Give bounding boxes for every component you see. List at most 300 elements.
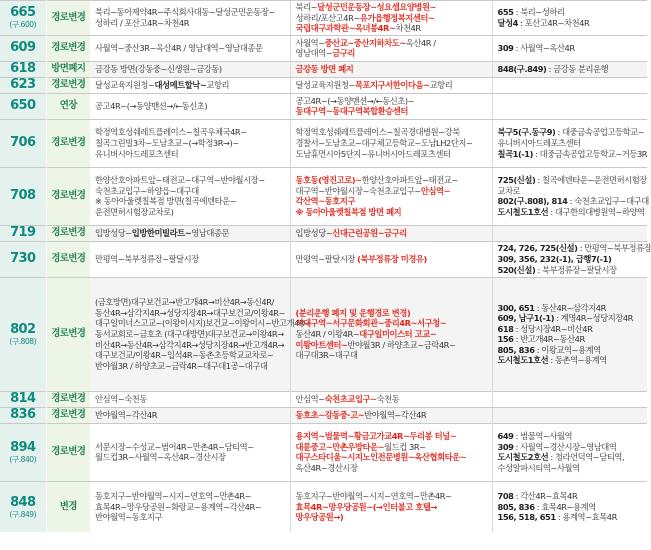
new-line: [296, 2, 489, 13]
new-text: 차천4R: [395, 23, 421, 34]
tr-line: [498, 355, 645, 366]
tr-line: [498, 452, 645, 463]
old-text: 대구일미너스고교~(이왕이시지)보건교~이왕이시~반고개4R~: [95, 318, 311, 329]
old-text: 입방성당~: [95, 227, 132, 238]
tr-text: 724, 726, 725(신설): [497, 243, 578, 254]
old-line: [95, 308, 287, 319]
route-number-cell: [0, 225, 46, 241]
old-text: 영남대종문: [191, 227, 230, 238]
new-text: 만평역~팔달시장: [295, 253, 358, 264]
old-text: 달성교육지원청~: [95, 79, 155, 90]
tr-text: 655: [497, 7, 514, 18]
old-line: [95, 350, 287, 361]
new-text: 대륜중고~만촌우방타운~: [295, 441, 385, 452]
changed-route: [290, 93, 492, 119]
new-text: 대구일미이스터 고교~: [359, 328, 437, 339]
old-text: 금강동 방면(강동중~신생원~금강동): [95, 63, 222, 74]
new-text: 교항리: [429, 79, 453, 90]
table-row: [0, 407, 647, 423]
alternative-routes: [492, 241, 651, 277]
current-route: [90, 407, 290, 423]
table-row: [0, 481, 647, 532]
table-body: [0, 1, 651, 533]
tr-text: : 성당시장4R~비산4R: [513, 323, 593, 334]
changed-route: [290, 391, 492, 407]
route-number-cell: [0, 407, 46, 423]
changed-route: [290, 481, 492, 532]
tr-text: : 대구한의대병원역~하양역: [548, 206, 645, 217]
tr-text: 649: [497, 431, 514, 442]
route-number: 618: [10, 61, 36, 77]
changed-route: [290, 225, 492, 241]
old-text: 동호지구~반야월역~시지~연호역~만촌4R~: [95, 491, 252, 502]
change-type: 경로변경: [46, 241, 90, 277]
old-line: [95, 512, 287, 523]
route-number-cell: [0, 241, 46, 277]
new-text: 옥산4R /: [405, 37, 436, 48]
table-row: [0, 241, 647, 277]
new-line: [296, 442, 489, 453]
alternative-routes: [492, 35, 647, 61]
alternative-routes: [492, 119, 647, 167]
new-text: 동산4R / 이왕4R~: [295, 328, 360, 339]
old-route-number: (구.600): [9, 20, 37, 30]
tr-line: [497, 196, 649, 207]
old-text: 안심역~숙천동: [95, 393, 147, 404]
old-text: 월드컵3R~사월역~옥산4R~경산시장: [95, 452, 226, 463]
table-row: [0, 1, 647, 36]
new-text: 목포지구서한이다음~: [354, 79, 430, 90]
table-row: [0, 35, 647, 61]
new-line: [296, 80, 489, 91]
new-line: [296, 512, 489, 523]
new-text: 월드컵 3R~: [384, 441, 426, 452]
new-text: 유가읍행정복지센터~: [359, 12, 435, 23]
new-line: [296, 410, 489, 421]
old-text: 효목4R~망우당공원~화랑교~용계역~각산4R~: [95, 501, 262, 512]
route-number-cell: [0, 61, 46, 77]
tr-line: [498, 431, 645, 442]
tr-text: 유니버시아드레포츠센터: [497, 137, 581, 148]
old-line: [95, 186, 287, 197]
new-line: [296, 149, 489, 160]
tr-text: 156: [497, 334, 514, 345]
tr-text: 805, 836: [497, 344, 535, 355]
new-text: 국립대구과학관~옥녀봉4R~: [295, 23, 396, 34]
new-text: 망우당공원→): [295, 512, 344, 523]
new-text: 용지역~범물역~황금고가교4R~두리봉 터널~: [295, 431, 457, 442]
new-text: 사월역~: [295, 37, 325, 48]
old-text: 한양산호아파트앞~태전교~대구역~반야월시장~: [95, 175, 265, 186]
tr-line: [497, 243, 651, 254]
alternative-routes: [492, 167, 647, 225]
new-text: 중산교~중산지하차도~: [324, 37, 406, 48]
tr-text: : 만평역~북부정류장: [577, 243, 651, 254]
tr-text: 도시철도2호선: [497, 452, 549, 463]
route-number-cell: [0, 119, 46, 167]
tr-text: : 북리~성하리: [513, 7, 565, 18]
new-text: 숙천초교입구~: [324, 393, 377, 404]
old-line: [95, 394, 287, 405]
new-line: [296, 196, 489, 207]
table-row: [0, 423, 647, 481]
tr-text: 609, 남구1(-1): [497, 313, 555, 324]
old-line: [95, 502, 287, 513]
old-line: [95, 138, 287, 149]
new-text: 동호지구~반야월역~시지~연호역~만촌4R~: [295, 491, 452, 502]
new-text: 달성군민운동장~성요셉요양병원~: [317, 2, 437, 12]
tr-text: : 포산고4R~차천4R: [517, 17, 590, 28]
new-text: 대구대3R~대구대: [295, 350, 358, 361]
tr-text: 교차로: [497, 185, 521, 196]
old-text: 공고4R~(→동양맨션→/←동신초): [95, 100, 208, 111]
old-text: 만평역~북부정류장~팔달시장: [95, 253, 199, 264]
new-line: [296, 207, 489, 218]
tr-text: 805, 836: [497, 501, 535, 512]
tr-line: [498, 324, 645, 335]
old-text: 숙천초교입구~하양읍~대구대: [95, 185, 199, 196]
alternative-routes: [492, 481, 647, 532]
change-type: 변경: [46, 481, 90, 532]
new-line: [296, 254, 489, 265]
tr-line: [498, 64, 645, 75]
new-text: 이왕아트센터~: [295, 339, 348, 350]
alternative-routes: [492, 93, 647, 119]
new-line: [296, 340, 489, 351]
old-text: 학정역호성쉐레트플레이스~칠곡우체국4R~: [95, 127, 247, 138]
old-text: 입방한미빌라트~: [131, 227, 192, 238]
old-text: 반야월3R / 하양초교~금락4R~대구대1공~대구대: [95, 360, 268, 371]
old-line: [95, 361, 287, 372]
new-line: [296, 308, 489, 319]
old-line: [95, 297, 287, 308]
tr-text: 848(구.849): [497, 63, 547, 74]
changed-route: [290, 61, 492, 77]
old-route-number: (구.849): [9, 509, 37, 519]
route-number: 650: [10, 98, 36, 114]
tr-text: 수성알파시티역~사월역: [497, 462, 580, 473]
tr-text: : 동산4R~삼각지4R: [534, 302, 606, 313]
new-text: 대구역~반야월시장~숙천초교입구~: [295, 185, 421, 196]
route-number: 848: [10, 494, 36, 510]
alternative-routes: [492, 391, 647, 407]
new-line: [296, 329, 489, 340]
route-number-cell: [0, 481, 46, 532]
new-text: 동호동(영진고로)~: [295, 175, 362, 186]
new-text: 각산역~동호지구: [295, 196, 355, 207]
tr-line: [498, 43, 645, 54]
new-line: [296, 431, 489, 442]
tr-line: [498, 491, 645, 502]
new-text: 한양산호아파트앞~태전교~: [361, 175, 458, 186]
tr-text: 달성4: [497, 17, 518, 28]
tr-text: : 북부정류장~팔달시장: [535, 264, 617, 275]
old-route-number: (구.840): [9, 454, 37, 464]
current-route: [90, 225, 290, 241]
new-text: 안심역~: [295, 393, 325, 404]
new-text: 영남대역~: [295, 48, 333, 59]
change-type: 방면폐지: [46, 61, 90, 77]
tr-line: [498, 175, 645, 186]
new-text: 학정역호성쉐레트플레이스~칠곡경대병원~강북: [295, 127, 460, 138]
current-route: [90, 93, 290, 119]
tr-line: [498, 265, 645, 276]
route-number: 730: [10, 251, 36, 267]
change-type: 경로변경: [46, 119, 90, 167]
change-type: 경로변경: [46, 225, 90, 241]
old-text: 동산4R→삼각지4R→성당지장4R→대구보건교/이왕4R~: [95, 307, 285, 318]
current-route: [90, 77, 290, 93]
table-row: [0, 277, 647, 391]
new-line: [296, 491, 489, 502]
old-line: [95, 149, 287, 160]
route-number-cell: [0, 35, 46, 61]
changed-route: [290, 77, 492, 93]
alternative-routes: [492, 225, 647, 241]
tr-text: : 사월역~옥산4R: [513, 42, 575, 53]
tr-text: : 각산4R~효목4R: [513, 491, 578, 502]
current-route: [90, 481, 290, 532]
tr-text: 북구5(구.동구9): [497, 127, 556, 138]
new-text: 효목4R~망우당공원~(→인터불고 호텔→: [295, 501, 437, 512]
tr-text: : 계명4R~성당지장4R: [554, 313, 633, 324]
tr-line: [498, 303, 645, 314]
route-number-cell: [0, 391, 46, 407]
old-text: 사월역~중산3R~옥산4R / 영남대역~영남대종문: [95, 42, 263, 53]
tr-line: [498, 18, 645, 29]
old-line: [95, 196, 287, 207]
tr-text: : 청라언덕역~담티역,: [548, 452, 625, 463]
current-route: [90, 1, 290, 36]
old-text: 교항리: [206, 79, 230, 90]
tr-line: [498, 207, 645, 218]
old-line: [95, 207, 287, 218]
route-number-cell: [0, 77, 46, 93]
new-text: 성하리/포산고4R~: [295, 12, 360, 23]
tr-line: [498, 138, 645, 149]
change-type: 경로변경: [46, 167, 90, 225]
tr-line: [498, 463, 645, 474]
new-line: [296, 106, 489, 117]
tr-line: [498, 442, 645, 453]
tr-text: : 대중금속공업고등학교~거등3R: [532, 148, 648, 159]
current-route: [90, 423, 290, 481]
tr-line: [498, 186, 645, 197]
old-text: 운전면허시험장교차로): [95, 206, 174, 217]
tr-text: 708: [497, 491, 514, 502]
old-line: [95, 452, 287, 463]
alternative-routes: [492, 423, 647, 481]
route-number-cell: [0, 423, 46, 481]
old-line: [95, 228, 287, 239]
new-line: [296, 64, 489, 75]
current-route: [90, 61, 290, 77]
alternative-routes: [492, 1, 647, 36]
old-line: [95, 127, 287, 138]
route-number-cell: [0, 167, 46, 225]
tr-line: [498, 313, 645, 324]
new-text: 동대구역~동대구역복합환승센터: [295, 106, 408, 117]
tr-line: [498, 127, 645, 138]
new-text: 신대근린공원~금구리: [332, 227, 407, 238]
tr-text: 도시철도1호선: [497, 206, 549, 217]
changed-route: [290, 119, 492, 167]
tr-text: : 대중금속공업고등학교~: [555, 127, 645, 138]
tr-text: 도시철도1호선: [497, 355, 549, 366]
tr-text: 725(신설): [497, 175, 536, 186]
route-number: 894: [10, 439, 36, 455]
new-text: 북리~: [295, 2, 318, 12]
route-number-cell: [0, 1, 46, 36]
old-text: 북리~동아제약4R~주식회사대동~달성군민운동장~: [95, 7, 275, 18]
tr-text: 309: [497, 441, 514, 452]
route-number: 814: [10, 391, 36, 407]
route-number: 719: [10, 225, 36, 241]
old-line: [95, 7, 287, 18]
old-line: [95, 18, 287, 29]
new-text: 입방성당~: [295, 227, 333, 238]
old-line: [95, 491, 287, 502]
new-text: 반야월3R / 하양초교~금락4R~: [347, 339, 456, 350]
current-route: [90, 277, 311, 391]
new-text: 대구스타디움~시지노인전문병원~옥산협회타운~: [295, 452, 467, 463]
old-line: [95, 318, 311, 329]
old-text: 유니버시아드레포츠센터: [95, 148, 179, 159]
alternative-routes: [492, 277, 647, 391]
current-route: [90, 35, 290, 61]
tr-text: 802(구.808), 814: [497, 196, 568, 207]
new-text: 숙천동: [376, 393, 400, 404]
tr-text: 520(신설): [497, 264, 536, 275]
tr-text: : 동촌역~용계역: [548, 355, 607, 366]
new-text: (북부정류장 미경유): [357, 253, 427, 264]
tr-line: [498, 502, 645, 513]
old-text: 성하리 / 포산고4R~차천4R: [95, 17, 190, 28]
route-number: 609: [10, 40, 36, 56]
current-route: [90, 241, 290, 277]
route-number: 802: [10, 321, 36, 337]
old-line: [95, 340, 287, 351]
new-line: [296, 138, 489, 149]
current-route: [90, 119, 290, 167]
changed-route: [290, 277, 492, 391]
new-line: [296, 96, 489, 107]
tr-text: 156, 518, 651: [497, 512, 556, 523]
old-line: [95, 64, 287, 75]
tr-text: : 용계역~효목4R: [555, 512, 617, 523]
table-row: [0, 93, 647, 119]
new-text: 도남휴먼시아5단지~유니버시아드레포츠센터: [295, 148, 451, 159]
table-row: [0, 225, 647, 241]
new-line: [296, 23, 489, 34]
new-text: 반야월역~각산4R: [364, 409, 427, 420]
old-line: [95, 254, 287, 265]
route-number-cell: [0, 277, 46, 391]
tr-text: : 이왕교역~용계역: [534, 344, 601, 355]
tr-text: 618: [497, 323, 514, 334]
new-text: (분리운행 폐지 및 운행경로 변경): [295, 307, 411, 318]
new-line: [296, 228, 489, 239]
new-line: [296, 394, 489, 405]
old-text: (금호방면)대구보건교→반고개4R→비산4R→동신4R/: [95, 297, 274, 308]
table-row: [0, 77, 647, 93]
old-text: 반야월역~동호지구: [95, 512, 163, 523]
changed-route: [290, 407, 492, 423]
change-type: 경로변경: [46, 1, 90, 36]
old-text: 서문시장~수성교~범어4R~만촌4R~담티역~: [95, 441, 254, 452]
old-line: [95, 175, 287, 186]
changed-route: [290, 35, 492, 61]
route-number: 708: [10, 188, 36, 204]
tr-text: : 사월역~경산시장~영남대역: [513, 441, 617, 452]
new-line: [296, 127, 489, 138]
new-line: [296, 463, 489, 474]
change-type: 경로변경: [46, 423, 90, 481]
new-line: [296, 38, 489, 49]
tr-text: : 효목4R~용계역: [534, 501, 596, 512]
old-route-number: (구.808): [9, 336, 37, 346]
old-text: 동서교회로~금호초 (대구대방면)대구보건교→이왕4R→: [95, 328, 284, 339]
tr-text: : 칠곡에덴타운~운전면허시험장: [535, 175, 647, 186]
new-text: 안심역~: [420, 185, 451, 196]
tr-text: : 범물역~사월역: [513, 431, 573, 442]
tr-line: [498, 512, 645, 523]
tr-text: 309, 356, 232(-1), 급행7(-1): [497, 253, 612, 264]
change-type: 경로변경: [46, 391, 90, 407]
tr-text: : 반고개4R~동산4R: [513, 334, 585, 345]
new-line: [296, 13, 489, 24]
change-type: 연장: [46, 93, 90, 119]
new-text: 공고4R~(→동양맨션→/←동신초)~: [295, 95, 415, 106]
change-type: 경로변경: [46, 77, 90, 93]
route-number-cell: [0, 93, 46, 119]
tr-line: [497, 148, 648, 160]
current-route: [90, 391, 290, 407]
route-number: 706: [10, 135, 36, 151]
alternative-routes: [492, 61, 647, 77]
tr-text: : 금강동 분리운행: [546, 63, 609, 74]
old-text: 비산4R→동산4R→삼각지4R→성당지장4R→반고개4R→: [95, 339, 285, 350]
alternative-routes: [492, 407, 647, 423]
table-row: [0, 61, 647, 77]
tr-text: 칠곡1(-1): [497, 148, 533, 159]
table-row: [0, 167, 647, 225]
new-line: [296, 452, 489, 463]
new-line: [296, 48, 489, 59]
change-type: 경로변경: [46, 407, 90, 423]
old-line: [95, 329, 287, 340]
old-text: 칠곡그린빌3차~도남초교~(→학정3R→)~: [95, 137, 239, 148]
old-line: [95, 442, 287, 453]
alternative-routes: [492, 77, 647, 93]
new-text: 금강동 방면 폐지: [295, 63, 354, 74]
tr-line: [498, 334, 645, 345]
new-text: 옥산4R~경산시장: [295, 462, 358, 473]
route-number: 623: [10, 77, 36, 93]
new-line: [296, 318, 489, 329]
new-text: 서대구역~서구문화회관~중리4R~서구청~: [295, 318, 447, 329]
change-type: 경로변경: [46, 277, 90, 391]
old-line: [95, 410, 287, 421]
old-text: 반야월역~각산4R: [95, 409, 158, 420]
new-line: [296, 175, 489, 186]
new-line: [296, 350, 489, 361]
new-text: 동호초~강동중·고~: [295, 409, 365, 420]
changed-route: [290, 423, 492, 481]
new-line: [296, 502, 489, 513]
tr-line: [498, 254, 645, 265]
current-route: [90, 167, 290, 225]
